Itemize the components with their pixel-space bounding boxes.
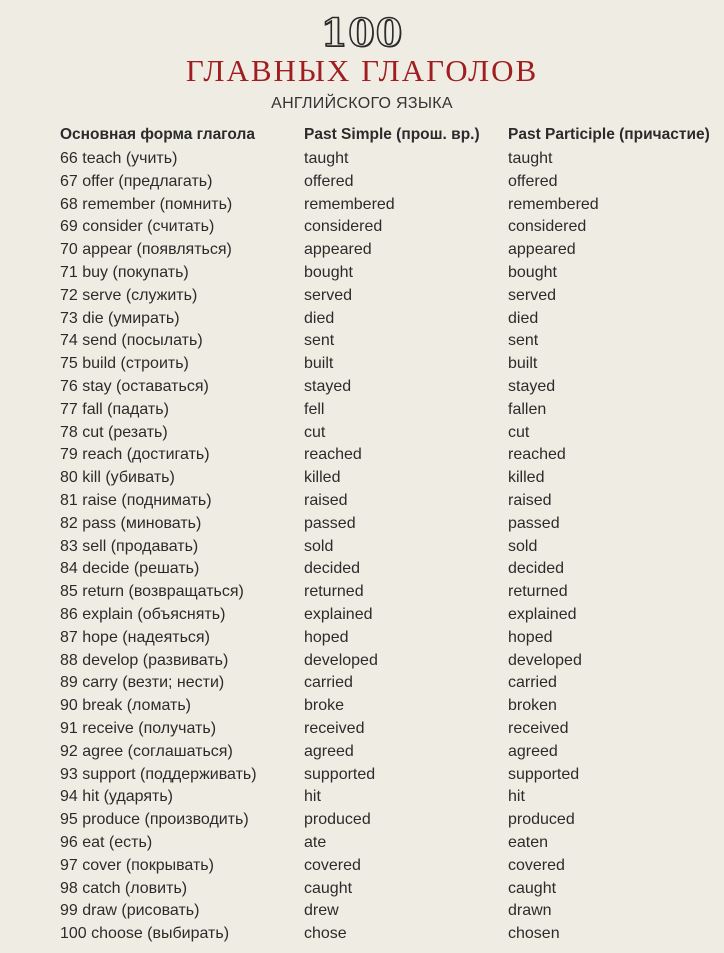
- past-simple-cell: agreed: [304, 742, 354, 760]
- table-row: [0, 741, 724, 764]
- past-simple-cell: fell: [304, 400, 325, 418]
- past-participle-cell: taught: [508, 150, 553, 167]
- verb-table: [0, 148, 724, 946]
- past-participle-cell: explained: [508, 605, 577, 623]
- table-row: [0, 832, 724, 855]
- past-participle-cell: reached: [508, 446, 566, 464]
- table-row: [0, 239, 724, 262]
- table-row: [0, 148, 724, 171]
- past-participle-cell: hoped: [508, 628, 553, 646]
- past-participle-cell: returned: [508, 583, 568, 601]
- past-simple-cell: caught: [304, 879, 353, 897]
- past-simple-cell: appeared: [304, 241, 372, 259]
- table-row: [0, 878, 724, 901]
- base-form-cell: 94 hit (ударять): [60, 788, 173, 806]
- base-form-cell: 73 die (умирать): [60, 309, 180, 327]
- table-row: [0, 718, 724, 741]
- past-simple-cell: died: [304, 309, 335, 327]
- table-row: [0, 650, 724, 673]
- base-form-cell: 71 buy (покупать): [60, 263, 189, 281]
- table-row: [0, 672, 724, 695]
- base-form-cell: 95 produce (производить): [60, 811, 249, 829]
- past-participle-cell: supported: [508, 765, 580, 783]
- past-participle-cell: sold: [508, 537, 538, 555]
- past-participle-cell: broken: [508, 697, 557, 715]
- table-row: [0, 353, 724, 376]
- past-simple-cell: taught: [304, 150, 349, 167]
- table-row: [0, 581, 724, 604]
- past-participle-cell: served: [508, 286, 557, 304]
- column-header-past-participle: Past Participle (причастие): [508, 126, 710, 143]
- past-simple-cell: raised: [304, 491, 348, 509]
- table-row: [0, 490, 724, 513]
- past-simple-cell: served: [304, 286, 353, 304]
- base-form-cell: 97 cover (покрывать): [60, 856, 214, 874]
- base-form-cell: 83 sell (продавать): [60, 537, 199, 555]
- base-form-cell: 98 catch (ловить): [60, 879, 188, 897]
- past-simple-cell: offered: [304, 172, 354, 190]
- past-simple-cell: covered: [304, 856, 361, 874]
- past-participle-cell: bought: [508, 263, 557, 281]
- past-participle-cell: stayed: [508, 377, 556, 395]
- table-row: [0, 809, 724, 832]
- past-participle-cell: appeared: [508, 241, 576, 259]
- table-row: [0, 285, 724, 308]
- past-simple-cell: broke: [304, 697, 345, 715]
- table-row: [0, 330, 724, 353]
- past-simple-cell: remembered: [304, 195, 395, 213]
- past-participle-cell: drawn: [508, 902, 552, 920]
- past-participle-cell: received: [508, 719, 569, 737]
- past-participle-cell: caught: [508, 879, 557, 897]
- table-row: [0, 399, 724, 422]
- page-title: ГЛАВНЫХ ГЛАГОЛОВ: [185, 53, 539, 88]
- past-simple-cell: carried: [304, 674, 353, 692]
- table-row: [0, 536, 724, 559]
- table-row: [0, 764, 724, 787]
- table-row: [0, 923, 724, 946]
- base-form-cell: 82 pass (миновать): [60, 514, 202, 532]
- table-row: [0, 695, 724, 718]
- base-form-cell: 85 return (возвращаться): [60, 583, 244, 601]
- past-participle-cell: decided: [508, 560, 565, 578]
- past-simple-cell: supported: [304, 765, 376, 783]
- table-row: [0, 171, 724, 194]
- base-form-cell: 81 raise (поднимать): [60, 491, 212, 509]
- base-form-cell: 69 consider (считать): [60, 218, 215, 236]
- table-row: [0, 786, 724, 809]
- table-row: [0, 627, 724, 650]
- table-row: [0, 262, 724, 285]
- base-form-cell: 75 build (строить): [60, 355, 189, 373]
- past-simple-cell: developed: [304, 651, 378, 669]
- column-header-base: Основная форма глагола: [60, 126, 255, 143]
- base-form-cell: 80 kill (убивать): [60, 469, 175, 487]
- past-participle-cell: sent: [508, 332, 539, 350]
- past-simple-cell: received: [304, 719, 365, 737]
- past-simple-cell: hoped: [304, 628, 349, 646]
- base-form-cell: 70 appear (появляться): [60, 241, 232, 259]
- table-row: [0, 444, 724, 467]
- past-participle-cell: agreed: [508, 742, 558, 760]
- base-form-cell: 68 remember (помнить): [60, 195, 233, 213]
- past-simple-cell: killed: [304, 469, 341, 487]
- past-simple-cell: decided: [304, 560, 361, 578]
- past-participle-cell: hit: [508, 788, 525, 806]
- number-heading: 100: [320, 10, 404, 55]
- past-participle-cell: produced: [508, 811, 575, 829]
- table-row: [0, 194, 724, 217]
- base-form-cell: 92 agree (соглашаться): [60, 742, 233, 760]
- past-simple-cell: bought: [304, 263, 353, 281]
- past-participle-cell: raised: [508, 491, 552, 509]
- page-subtitle: АНГЛИЙСКОГО ЯЗЫКА: [271, 95, 453, 112]
- base-form-cell: 66 teach (учить): [60, 150, 178, 167]
- base-form-cell: 67 offer (предлагать): [60, 172, 213, 190]
- past-simple-cell: built: [304, 355, 334, 373]
- base-form-cell: 87 hope (надеяться): [60, 628, 210, 646]
- base-form-cell: 93 support (поддерживать): [60, 765, 257, 783]
- column-header-past-simple: Past Simple (прош. вр.): [304, 126, 480, 143]
- past-participle-cell: fallen: [508, 400, 547, 418]
- past-participle-cell: died: [508, 309, 539, 327]
- past-participle-cell: passed: [508, 514, 560, 532]
- base-form-cell: 96 eat (есть): [60, 833, 153, 851]
- table-row: [0, 855, 724, 878]
- past-simple-cell: cut: [304, 423, 326, 441]
- base-form-cell: 99 draw (рисовать): [60, 902, 200, 920]
- table-row: [0, 513, 724, 536]
- table-row: [0, 308, 724, 331]
- table-row: [0, 900, 724, 923]
- base-form-cell: 90 break (ломать): [60, 697, 191, 715]
- base-form-cell: 77 fall (падать): [60, 400, 169, 418]
- base-form-cell: 76 stay (оставаться): [60, 377, 209, 395]
- past-participle-cell: covered: [508, 856, 565, 874]
- past-participle-cell: remembered: [508, 195, 599, 213]
- past-simple-cell: considered: [304, 218, 383, 236]
- base-form-cell: 88 develop (развивать): [60, 651, 229, 669]
- table-row: [0, 376, 724, 399]
- table-row: [0, 467, 724, 490]
- base-form-cell: 100 choose (выбирать): [60, 925, 230, 943]
- past-simple-cell: returned: [304, 583, 364, 601]
- table-row: [0, 558, 724, 581]
- past-participle-cell: offered: [508, 172, 558, 190]
- base-form-cell: 84 decide (решать): [60, 560, 200, 578]
- past-simple-cell: drew: [304, 902, 339, 920]
- past-simple-cell: sold: [304, 537, 334, 555]
- base-form-cell: 74 send (посылать): [60, 332, 203, 350]
- past-participle-cell: cut: [508, 423, 530, 441]
- past-participle-cell: considered: [508, 218, 587, 236]
- past-simple-cell: produced: [304, 811, 371, 829]
- past-participle-cell: carried: [508, 674, 557, 692]
- past-simple-cell: reached: [304, 446, 362, 464]
- past-simple-cell: hit: [304, 788, 321, 806]
- table-row: [0, 422, 724, 445]
- past-simple-cell: sent: [304, 332, 335, 350]
- past-simple-cell: explained: [304, 605, 373, 623]
- past-participle-cell: built: [508, 355, 538, 373]
- base-form-cell: 72 serve (служить): [60, 286, 198, 304]
- past-simple-cell: passed: [304, 514, 356, 532]
- past-participle-cell: killed: [508, 469, 545, 487]
- past-participle-cell: eaten: [508, 833, 549, 851]
- base-form-cell: 79 reach (достигать): [60, 446, 210, 464]
- base-form-cell: 89 carry (везти; нести): [60, 674, 225, 692]
- past-simple-cell: stayed: [304, 377, 352, 395]
- base-form-cell: 78 cut (резать): [60, 423, 168, 441]
- table-row: [0, 604, 724, 627]
- past-simple-cell: ate: [304, 833, 327, 851]
- past-participle-cell: developed: [508, 651, 582, 669]
- past-participle-cell: chosen: [508, 925, 560, 943]
- base-form-cell: 91 receive (получать): [60, 719, 217, 737]
- past-simple-cell: chose: [304, 925, 347, 943]
- base-form-cell: 86 explain (объяснять): [60, 605, 226, 623]
- table-row: [0, 216, 724, 239]
